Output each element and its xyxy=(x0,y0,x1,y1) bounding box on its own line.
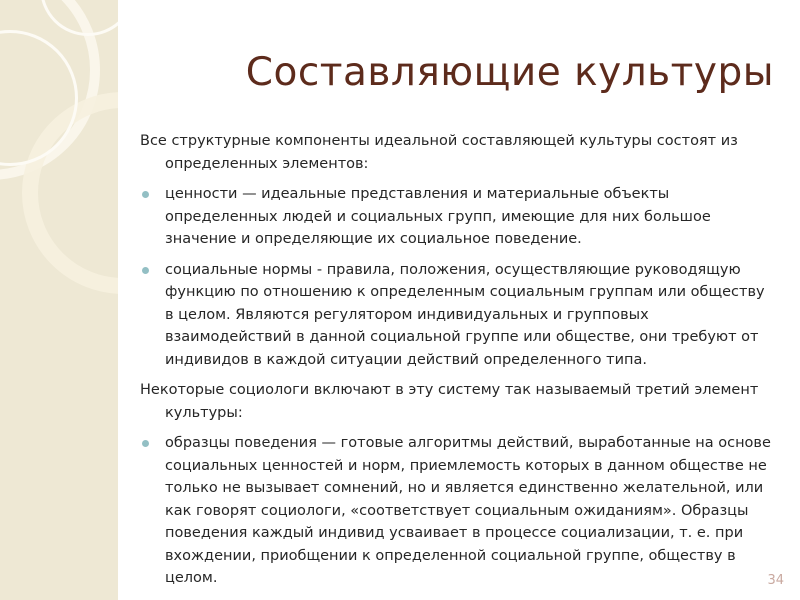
slide-title: Составляющие культуры xyxy=(245,50,774,95)
decorative-side-band xyxy=(0,0,118,600)
third-element-paragraph: Некоторые социологи включают в эту систему так называемый третий элемент культуры: xyxy=(140,382,759,421)
page-number: 34 xyxy=(767,573,784,588)
bullet-dot-icon xyxy=(142,440,149,447)
bullet-dot-icon xyxy=(142,191,149,198)
bullet-norms xyxy=(140,259,772,372)
bullet-patterns-text: образцы поведения — готовые алгоритмы действий, выработанные на основе социальных ценностей и норм, приемлемость которых в данном обществе не только не вызывает сомнений, но и является единственно желательной, или как говорят социологи, «соответствует социальным ожиданиям». Образцы поведения каждый индивид усваивает в процессе социализации, т. е. при вхождении, приобщении к определенной социальной группе, обществу в целом. xyxy=(165,435,771,586)
intro-paragraph: Все структурные компоненты идеальной составляющей культуры состоят из определенных элементов: xyxy=(140,133,738,172)
slide-body xyxy=(140,130,772,598)
bullet-dot-icon xyxy=(142,267,149,274)
bullet-norms-text: социальные нормы - правила, положения, осуществляющие руководящую функцию по отношению к определенным социальным группам или обществу в целом. Являются регулятором индивидуальных и групповых взаимодействий в данной социальной группе или обществе, они требуют от индивидов в каждой ситуации действий определенного типа. xyxy=(165,261,765,368)
bullet-patterns xyxy=(140,432,772,590)
bullet-values xyxy=(140,183,772,251)
bullet-values-text: ценности — идеальные представления и материальные объекты определенных людей и социальных групп, имеющие для них большое значение и определяющие их социальное поведение. xyxy=(165,186,711,247)
